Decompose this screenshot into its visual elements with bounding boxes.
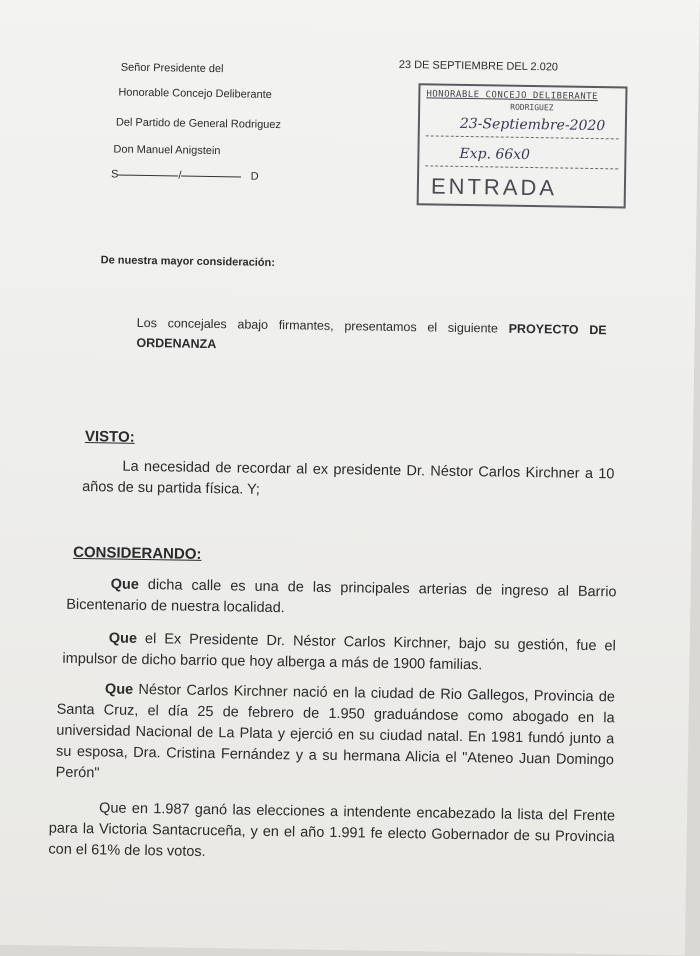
considerando-paragraph-1 <box>66 574 617 625</box>
stamp-handwritten-exp: Exp. 66x0 <box>459 145 531 164</box>
p3-que: Que <box>104 681 134 698</box>
intro-paragraph <box>136 313 607 360</box>
considerando-paragraph-3 <box>55 679 615 793</box>
recipient-line-3: Del Partido de General Rodriguez <box>115 116 282 132</box>
intro-text: Los concejales abajo firmantes, presentamos el siguiente <box>136 315 499 336</box>
visto-heading: VISTO: <box>84 428 135 446</box>
considerando-heading: CONSIDERANDO: <box>73 543 202 563</box>
document-date: 23 DE SEPTIEMBRE DEL 2.020 <box>398 58 559 74</box>
p1-que: Que <box>110 576 139 593</box>
considerando-paragraph-2 <box>62 628 616 679</box>
p1-text: dicha calle es una de las principales arterias de ingreso al Barrio Bicentenario de nuestra localidad. <box>66 577 617 617</box>
recipient-line-4: Don Manuel Anigstein <box>113 143 221 158</box>
p2-text: el Ex Presidente Dr. Néstor Carlos Kirchner, bajo su gestión, fue el impulsor de dicho barrio que hoy alberga a más de 1900 familias. <box>62 631 616 674</box>
sd-s: S <box>110 168 119 181</box>
intro-bold: PROYECTO DE ORDENANZA <box>136 321 607 352</box>
sd-d: D <box>250 170 259 183</box>
visto-text: La necesidad de recordar al ex presidente Dr. Néstor Carlos Kirchner a 10 años de su partida física. Y; <box>82 458 615 498</box>
stamp-handwritten-date: 23-Septiembre-2020 <box>459 115 606 135</box>
considerando-paragraph-4: Que en 1.987 ganó las elecciones a intendente encabezado la lista del Frente para la Victoria Santacruceña, y en el año 1.991 fe electo Gobernador de su Provincia con el 61% de los votos. <box>48 800 616 860</box>
p2-que: Que <box>108 630 138 647</box>
stamp-entrada: ENTRADA <box>430 173 558 201</box>
salutation-sd <box>111 168 259 182</box>
sd-slash: / <box>178 169 182 182</box>
reception-stamp <box>417 83 628 208</box>
salutation: De nuestra mayor consideración: <box>100 254 276 270</box>
recipient-line-2: Honorable Concejo Deliberante <box>118 86 272 101</box>
recipient-line-1: Señor Presidente del <box>120 61 224 76</box>
stamp-line-1: HONORABLE CONCEJO DELIBERANTE <box>426 89 599 103</box>
p3-text: Néstor Carlos Kirchner nació en la ciudad de Rio Gallegos, Provincia de Santa Cruz, el día 25 de febrero de 1.950 graduándose como abogado en la universidad Nacional de La Plata y ejerció en su ciudad natal. En 1981 fundó junto a su esposa, Dra. Cristina Fernández y a su hermana Alicia el "Ateneo Juan Domingo Perón" <box>55 681 616 782</box>
stamp-line-2: RODRIGUEZ <box>510 102 554 113</box>
